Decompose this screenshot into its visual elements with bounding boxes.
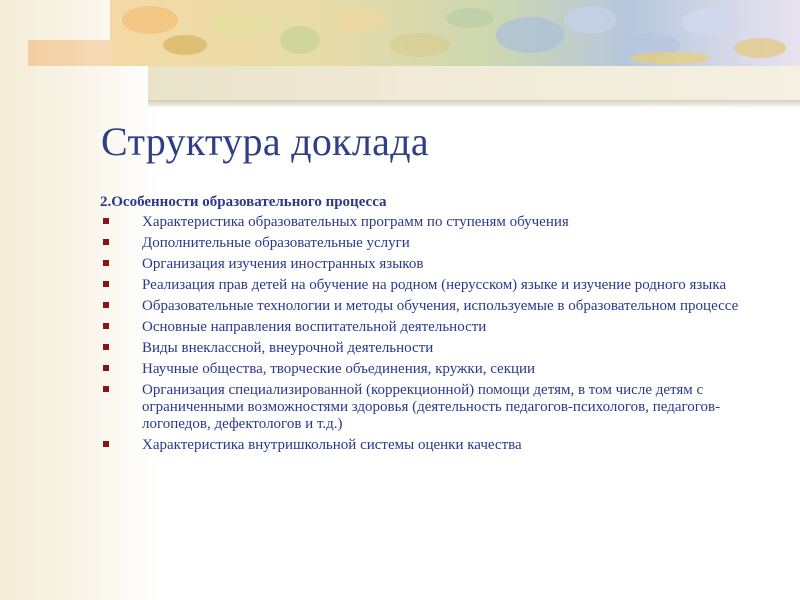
bullet-square-icon: [103, 365, 109, 371]
list-item-text: Характеристика внутришкольной системы оценки качества: [142, 437, 522, 453]
slide-content: [100, 192, 760, 458]
leaves-artwork: [110, 0, 800, 66]
list-item: [100, 298, 760, 315]
bullet-square-icon: [103, 281, 109, 287]
banner-shadow: [148, 100, 800, 108]
list-item: [100, 319, 760, 336]
list-item-text: Образовательные технологии и методы обучения, используемые в образовательном процессе: [142, 298, 739, 314]
list-item: [100, 256, 760, 273]
list-item: [100, 277, 760, 294]
bullet-square-icon: [103, 302, 109, 308]
list-item-text: Виды внеклассной, внеурочной деятельности: [142, 340, 434, 356]
list-item-text: Организация изучения иностранных языков: [142, 256, 424, 272]
bullet-square-icon: [103, 344, 109, 350]
list-item: [100, 340, 760, 357]
list-item-text: Реализация прав детей на обучение на родном (нерусском) языке и изучение родного языка: [142, 277, 727, 293]
section-subtitle: 2.Особенности образовательного процесса: [100, 194, 387, 210]
bullet-square-icon: [103, 218, 109, 224]
list-item-text: Научные общества, творческие объединения, кружки, секции: [142, 361, 536, 377]
bullet-square-icon: [103, 239, 109, 245]
slide-title: Структура доклада: [101, 119, 429, 164]
list-item-text: Основные направления воспитательной деятельности: [142, 319, 487, 335]
bullet-square-icon: [103, 386, 109, 392]
bullet-list: [100, 214, 760, 454]
list-item: [100, 361, 760, 378]
decorative-leaves-image: [110, 0, 800, 66]
bullet-square-icon: [103, 260, 109, 266]
bullet-square-icon: [103, 441, 109, 447]
list-item: [100, 437, 760, 454]
list-item-text: Организация специализированной (коррекционной) помощи детям, в том числе детям с ограниченными возможностями здоровья (деятельность педагогов-психологов, педагогов-логопедов, дефектологов и т.д.): [142, 382, 721, 432]
list-item-text: Характеристика образовательных программ по ступеням обучения: [142, 214, 569, 230]
bullet-square-icon: [103, 323, 109, 329]
list-item-text: Дополнительные образовательные услуги: [142, 235, 410, 251]
list-item: [100, 382, 760, 433]
list-item: [100, 235, 760, 252]
list-item: [100, 214, 760, 231]
